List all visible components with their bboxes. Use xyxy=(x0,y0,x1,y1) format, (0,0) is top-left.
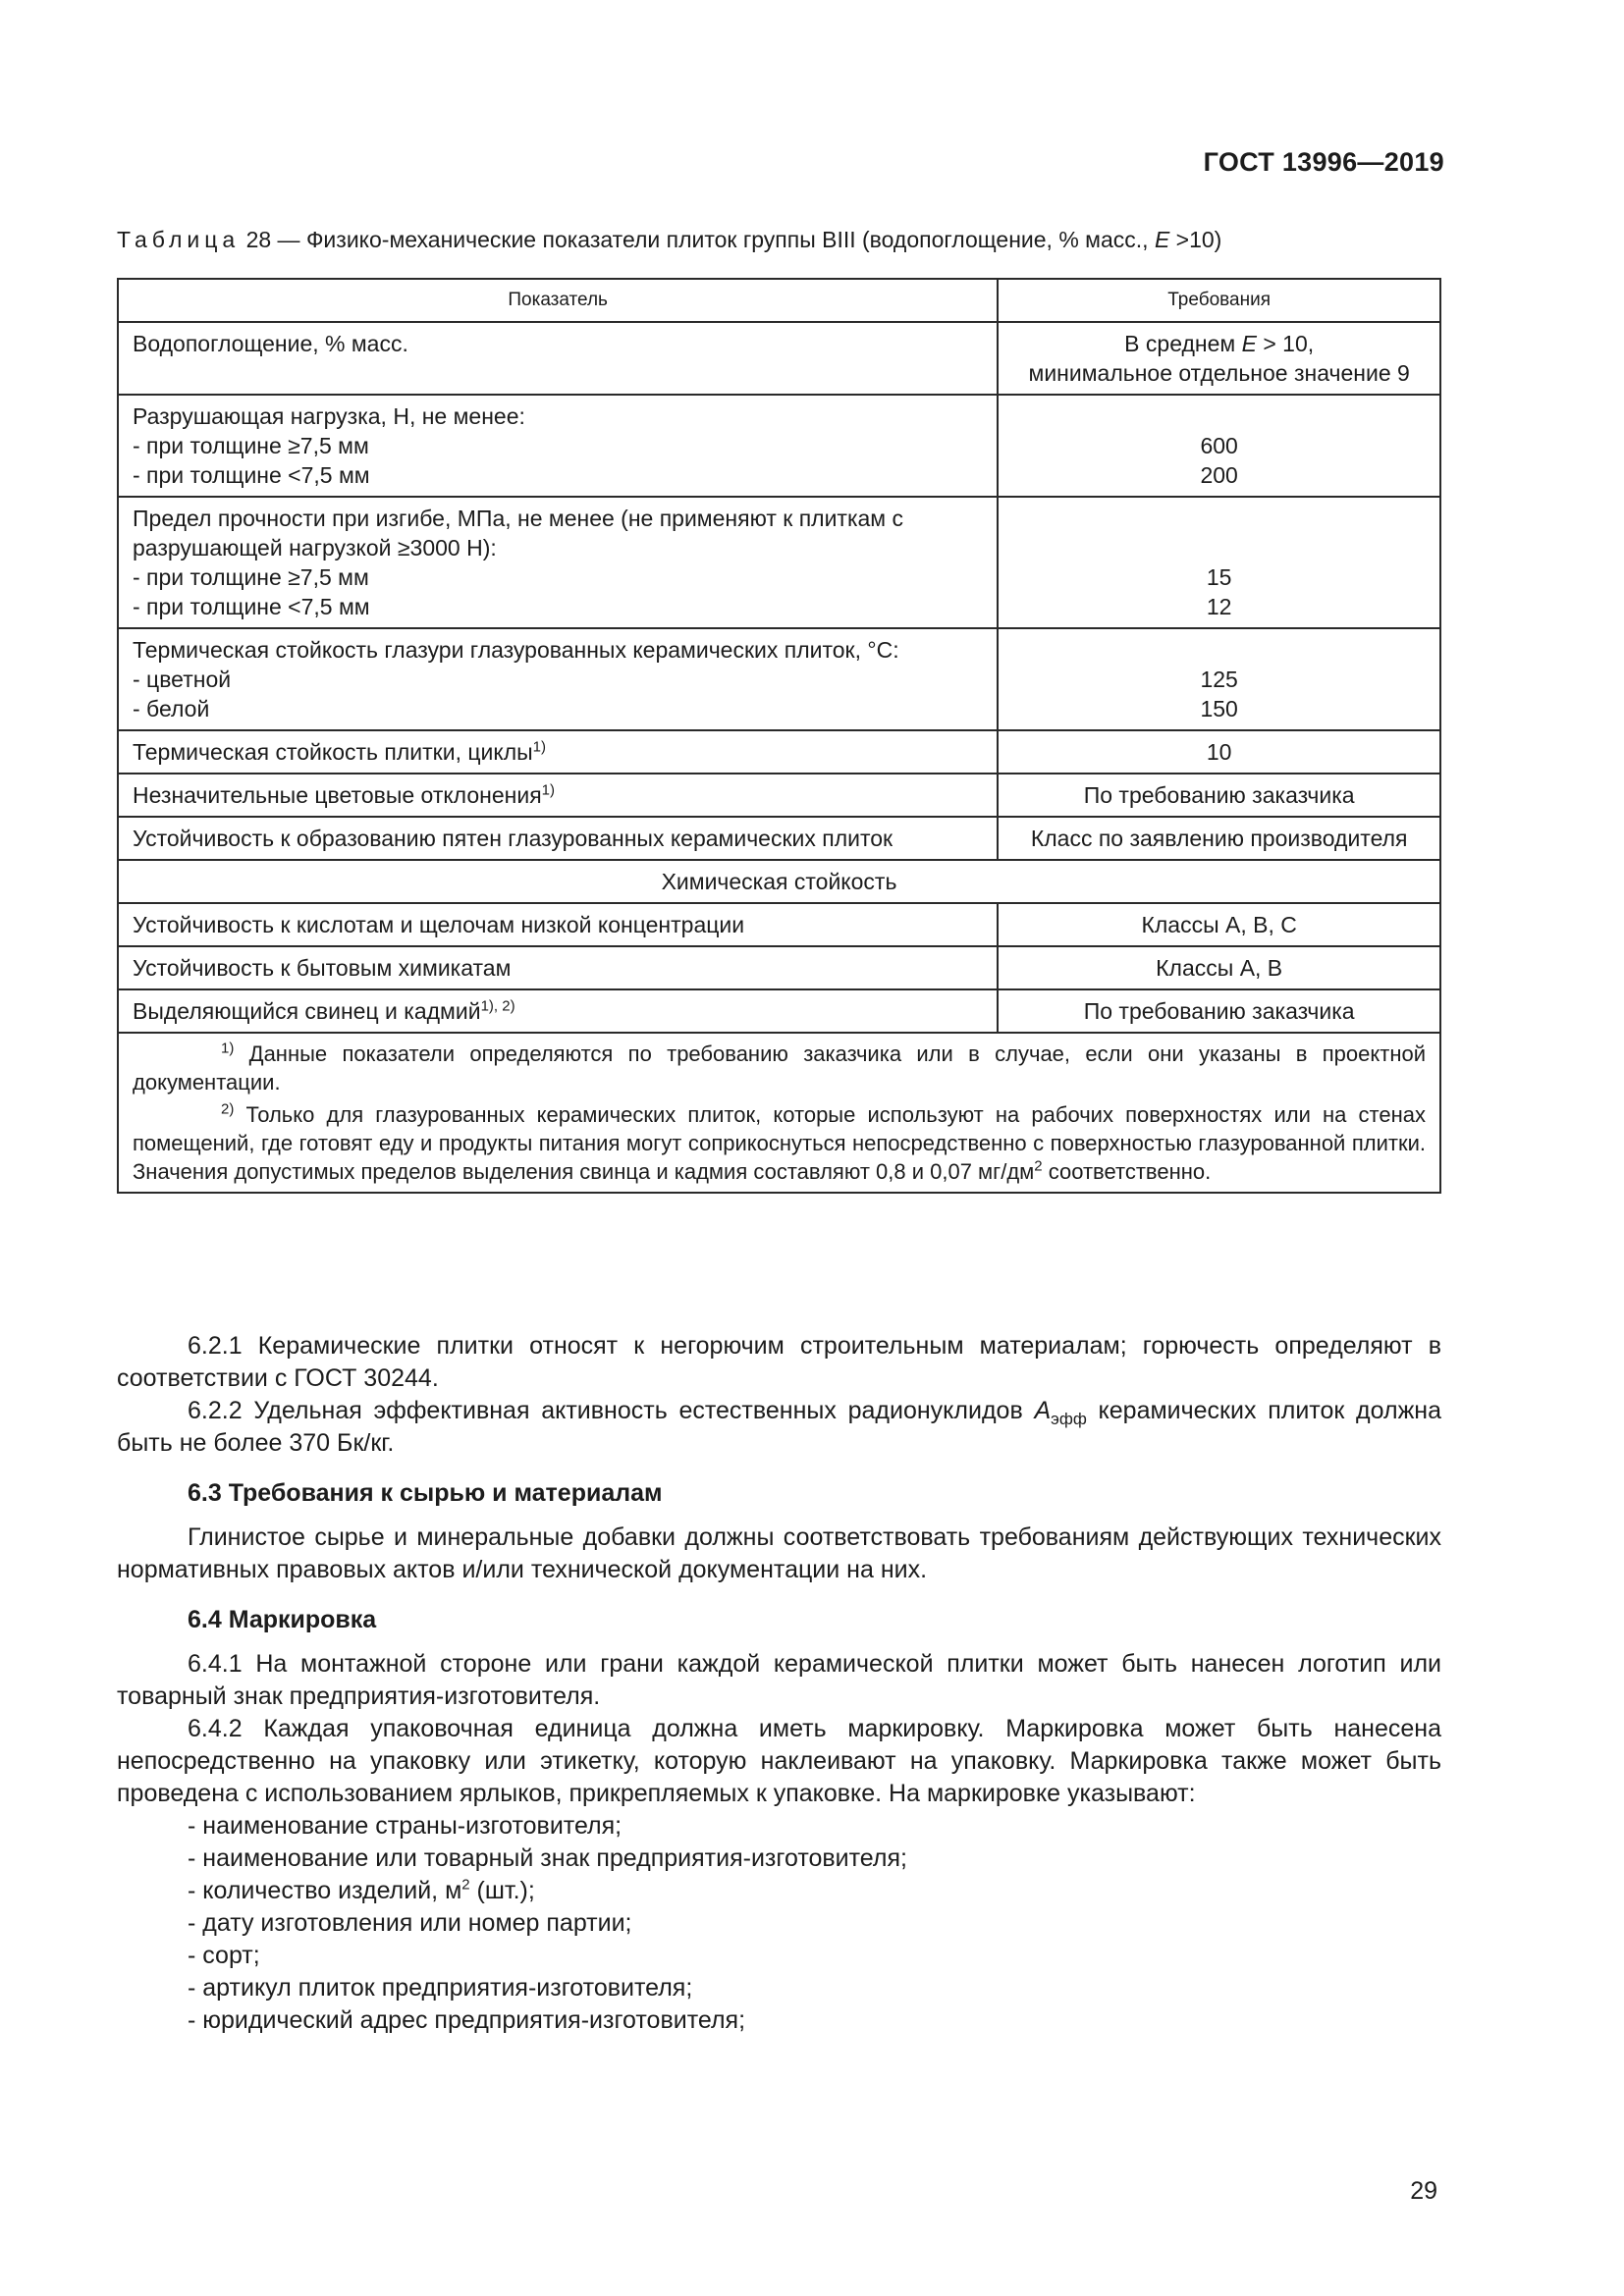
list-item: - дату изготовления или номер партии; xyxy=(188,1909,632,1937)
table-row xyxy=(118,730,1440,774)
column-header-indicator: Показатель xyxy=(118,279,998,322)
list-item: - наименование или товарный знак предприятия-изготовителя; xyxy=(188,1844,907,1872)
row-label-breaking-load xyxy=(118,395,998,497)
document-number-header: ГОСТ 13996—2019 xyxy=(1203,147,1444,177)
footnote-ref: 1) xyxy=(532,738,546,756)
table-caption-tail: >10) xyxy=(1169,227,1222,252)
table-notes-row xyxy=(118,1033,1440,1193)
cell-text: - при толщине ≥7,5 мм xyxy=(133,564,369,590)
footnote-text: Данные показатели определяются по требованию заказчика или в случае, если они указаны в проектной документации. xyxy=(133,1041,1426,1095)
row-value-color-deviation: По требованию заказчика xyxy=(998,774,1440,817)
table-row xyxy=(118,989,1440,1033)
row-label-water-absorption xyxy=(118,322,998,395)
table-row xyxy=(118,903,1440,946)
cell-text: 600 xyxy=(1200,433,1238,458)
table-row xyxy=(118,946,1440,989)
cell-text: 125 xyxy=(1200,667,1238,692)
row-value-stain-resistance: Класс по заявлению производителя xyxy=(998,817,1440,860)
cell-text: - при толщине <7,5 мм xyxy=(133,462,370,488)
list-item: - юридический адрес предприятия-изготовителя; xyxy=(188,2006,746,2034)
subscript: эфф xyxy=(1051,1410,1087,1428)
row-value-household-chemicals: Классы А, В xyxy=(998,946,1440,989)
cell-text: Предел прочности при изгибе, МПа, не менее (не применяют к плиткам с xyxy=(133,506,904,531)
column-header-requirements: Требования xyxy=(998,279,1440,322)
row-value-acid-alkali: Классы А, В, С xyxy=(998,903,1440,946)
paragraph-6-4-1: 6.4.1 На монтажной стороне или грани каждой керамической плитки может быть нанесен логотип или товарный знак предприятия-изготовителя. xyxy=(117,1650,1441,1710)
footnote-2 xyxy=(133,1100,1426,1186)
footnote-mark: 2) xyxy=(221,1100,235,1118)
cell-text: 12 xyxy=(1206,594,1232,619)
cell-text: 15 xyxy=(1206,564,1232,590)
section-chemical-resistance: Химическая стойкость xyxy=(118,860,1440,903)
cell-text: 150 xyxy=(1200,696,1238,721)
footnote-ref: 1), 2) xyxy=(480,997,515,1015)
heading-6-4: 6.4 Маркировка xyxy=(188,1606,377,1633)
cell-variable: E xyxy=(1241,331,1257,356)
footnote-mark: 1) xyxy=(221,1040,235,1057)
row-label-bending-strength xyxy=(118,497,998,628)
table-caption-text: 28 — Физико-механические показатели плиток группы BIII (водопоглощение, % масс., xyxy=(240,227,1155,252)
page-number: 29 xyxy=(1410,2177,1437,2205)
row-label-household-chemicals: Устойчивость к бытовым химикатам xyxy=(118,946,998,989)
row-label-stain-resistance: Устойчивость к образованию пятен глазурованных керамических плиток xyxy=(118,817,998,860)
cell-text: - цветной xyxy=(133,667,232,692)
list-item: - артикул плиток предприятия-изготовителя; xyxy=(188,1974,693,2002)
paragraph-6-2-2 xyxy=(117,1395,1441,1460)
cell-text: 200 xyxy=(1200,462,1238,488)
superscript: 2 xyxy=(461,1876,470,1894)
list-item: - наименование страны-изготовителя; xyxy=(188,1812,623,1840)
footnote-text: соответственно. xyxy=(1042,1159,1212,1184)
body-text xyxy=(117,1330,1441,2037)
row-label-tile-thermal-resistance xyxy=(118,730,998,774)
table-footnotes xyxy=(118,1033,1440,1193)
table-row xyxy=(118,322,1440,395)
row-value-glaze-thermal-resistance xyxy=(998,628,1440,730)
table-row xyxy=(118,395,1440,497)
list-item-text: - количество изделий, м xyxy=(188,1877,462,1904)
table-caption-variable: E xyxy=(1154,227,1170,252)
table-header-row xyxy=(118,279,1440,322)
paragraph-text: 6.2.2 Удельная эффективная активность естественных радионуклидов xyxy=(188,1397,1035,1424)
row-label-color-deviation xyxy=(118,774,998,817)
cell-text: Незначительные цветовые отклонения xyxy=(133,782,542,808)
list-item xyxy=(117,1875,1441,1907)
list-item: - сорт; xyxy=(188,1942,260,1969)
footnote-text: Только для глазурованных керамических плиток, которые используют на рабочих поверхностях или на стенах помещений, где готовят еду и продукты питания могут соприкоснуться непосредственно с поверхностью глазурованной плитки. Значения допустимых пределов выделения свинца и кадмия составляют 0,8 и 0,07 мг/дм xyxy=(133,1102,1426,1184)
variable: А xyxy=(1034,1397,1052,1424)
paragraph-6-4-2: 6.4.2 Каждая упаковочная единица должна иметь маркировку. Маркировка может быть нанесена непосредственно на упаковку или этикетку, которую наклеивают на упаковку. Маркировка также может быть проведена с использованием ярлыков, прикрепляемых к упаковке. На маркировке указывают: xyxy=(117,1715,1441,1807)
list-item-text: (шт.); xyxy=(469,1877,535,1904)
table-caption-prefix: Таблица xyxy=(117,227,241,252)
cell-text: разрушающей нагрузкой ≥3000 Н): xyxy=(133,535,497,561)
cell-text: - белой xyxy=(133,696,210,721)
cell-text: > 10, xyxy=(1256,331,1315,356)
row-label-lead-cadmium xyxy=(118,989,998,1033)
superscript: 2 xyxy=(1034,1157,1043,1175)
paragraph-6-2-1: 6.2.1 Керамические плитки относят к негорючим строительным материалам; горючесть определяют в соответствии с ГОСТ 30244. xyxy=(117,1332,1441,1392)
row-value-bending-strength xyxy=(998,497,1440,628)
row-value-lead-cadmium: По требованию заказчика xyxy=(998,989,1440,1033)
footnote-ref: 1) xyxy=(541,781,555,799)
cell-text: В среднем xyxy=(1124,331,1242,356)
row-value-tile-thermal-resistance: 10 xyxy=(998,730,1440,774)
cell-text: Водопоглощение, % масс. xyxy=(133,331,408,356)
cell-text: Разрушающая нагрузка, Н, не менее: xyxy=(133,403,525,429)
cell-text: минимальное отдельное значение 9 xyxy=(1028,360,1410,386)
cell-text: - при толщине ≥7,5 мм xyxy=(133,433,369,458)
table-row xyxy=(118,774,1440,817)
heading-6-3: 6.3 Требования к сырью и материалам xyxy=(188,1479,663,1507)
footnote-1 xyxy=(133,1040,1426,1096)
table-row xyxy=(118,628,1440,730)
cell-text: Термическая стойкость плитки, циклы xyxy=(133,739,533,765)
cell-text: - при толщине <7,5 мм xyxy=(133,594,370,619)
table-caption xyxy=(117,227,1221,253)
table-row xyxy=(118,497,1440,628)
row-label-glaze-thermal-resistance xyxy=(118,628,998,730)
cell-text: Термическая стойкость глазури глазурованных керамических плиток, °С: xyxy=(133,637,899,663)
paragraph-6-3: Глинистое сырье и минеральные добавки должны соответствовать требованиям действующих технических нормативных правовых актов и/или технической документации на них. xyxy=(117,1523,1441,1583)
row-value-breaking-load xyxy=(998,395,1440,497)
cell-text: Выделяющийся свинец и кадмий xyxy=(133,998,481,1024)
paragraph-text: керамических плиток должна быть не более 370 Бк/кг. xyxy=(117,1397,1441,1457)
row-value-water-absorption xyxy=(998,322,1440,395)
table-section-row xyxy=(118,860,1440,903)
row-label-acid-alkali: Устойчивость к кислотам и щелочам низкой концентрации xyxy=(118,903,998,946)
properties-table xyxy=(117,278,1441,1194)
table-row xyxy=(118,817,1440,860)
